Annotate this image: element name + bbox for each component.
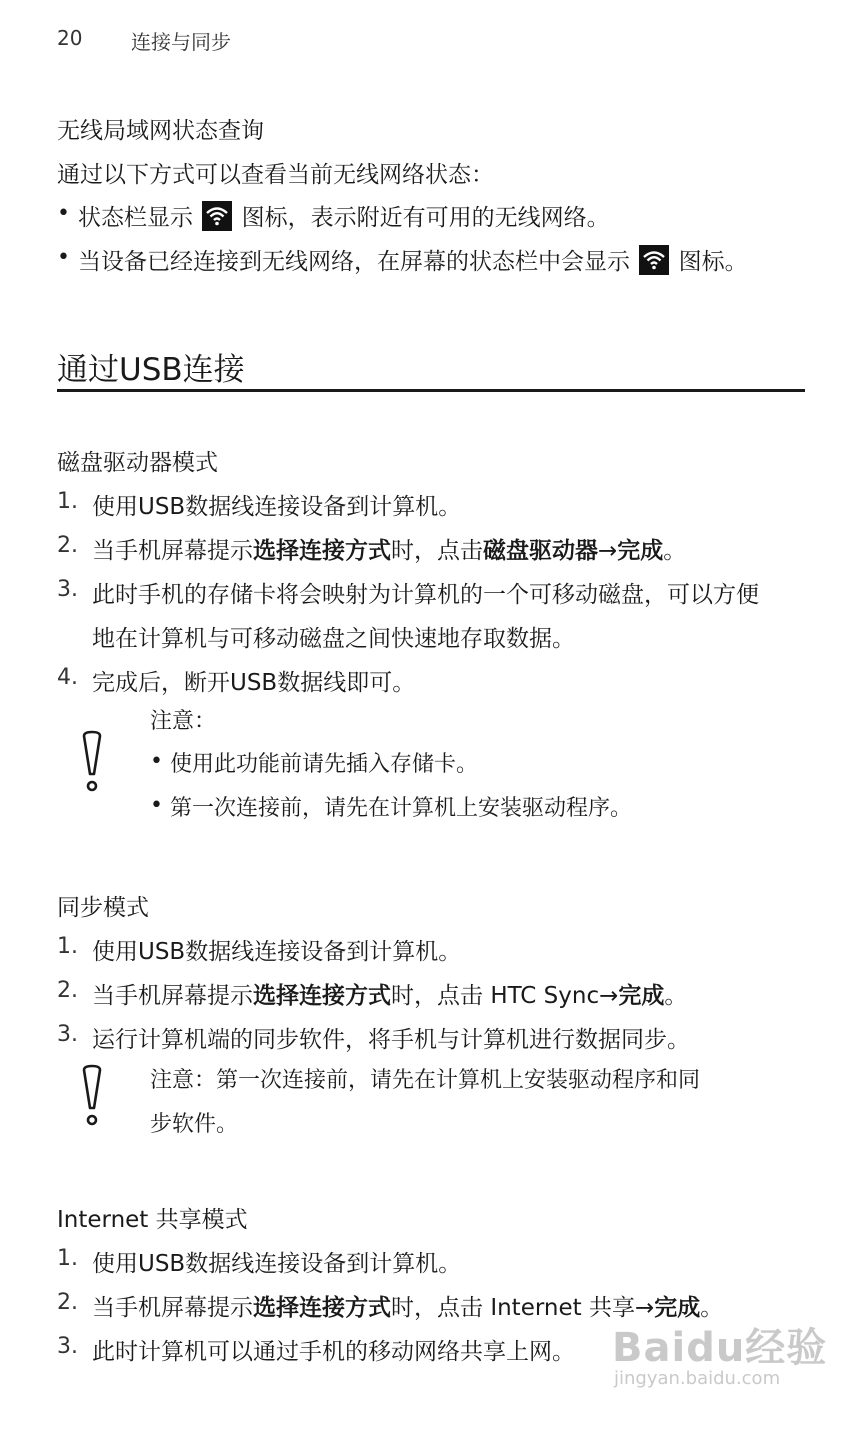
disk-step-4: 完成后，断开USB数据线即可。	[92, 670, 416, 696]
watermark-logo: Baidu经验	[612, 1325, 828, 1371]
chapter-title: 连接与同步	[131, 30, 231, 54]
disk-step-1: 使用USB数据线连接设备到计算机。	[92, 494, 462, 520]
page-number: 20	[57, 26, 83, 50]
step-number: 2.	[57, 1290, 78, 1315]
sync-step-2	[92, 977, 687, 1010]
step-number: 3.	[57, 577, 78, 602]
step-text: 。	[700, 1295, 724, 1321]
arrow: →	[634, 1295, 655, 1321]
ui-term: 完成	[617, 538, 664, 564]
step-number: 3.	[57, 1334, 78, 1359]
sync-mode-title: 同步模式	[57, 895, 149, 921]
sync-step-1: 使用USB数据线连接设备到计算机。	[92, 939, 462, 965]
usb-section-title: 通过USB连接	[57, 352, 245, 388]
disk-step-2	[92, 532, 686, 565]
step-text: 时，点击	[391, 983, 483, 1009]
step-text: 当手机屏幕提示	[92, 1295, 253, 1321]
disk-mode-title: 磁盘驱动器模式	[57, 450, 218, 476]
wlan-status-title: 无线局域网状态查询	[57, 118, 264, 144]
ui-term: 选择连接方式	[253, 983, 391, 1009]
arrow: →	[599, 983, 619, 1009]
wlan-bullet-2	[78, 243, 748, 276]
step-number: 4.	[57, 665, 78, 690]
disk-step-3-line-1: 此时手机的存储卡将会映射为计算机的一个可移动磁盘，可以方便	[92, 582, 759, 608]
internet-step-3: 此时计算机可以通过手机的移动网络共享上网。	[92, 1339, 575, 1365]
disk-note-bullet-2: 第一次连接前，请先在计算机上安装驱动程序。	[170, 796, 633, 821]
ui-term: 完成	[618, 983, 665, 1009]
step-number: 2.	[57, 978, 78, 1003]
disk-step-3-line-2: 地在计算机与可移动磁盘之间快速地存取数据。	[92, 626, 575, 652]
watermark-url: jingyan.baidu.com	[614, 1368, 781, 1389]
bullet: •	[150, 793, 163, 818]
disk-note-title: 注意：	[150, 709, 217, 734]
step-number: 2.	[57, 533, 78, 558]
ui-term: 完成	[654, 1295, 701, 1321]
step-text: 当手机屏幕提示	[92, 983, 253, 1009]
sync-note-line-1: 注意：第一次连接前，请先在计算机上安装驱动程序和同	[150, 1068, 701, 1093]
wifi-available-icon	[202, 201, 232, 231]
step-text: 时，点击	[391, 538, 483, 564]
bullet: •	[57, 201, 70, 226]
internet-mode-title: Internet 共享模式	[57, 1207, 248, 1233]
caution-icon	[80, 1064, 104, 1128]
bullet: •	[150, 749, 163, 774]
sync-note-line-2: 步软件。	[150, 1112, 239, 1137]
disk-note-bullet-1: 使用此功能前请先插入存储卡。	[170, 752, 479, 777]
ui-term: Internet 共享	[490, 1295, 635, 1321]
baidu-watermark	[612, 1316, 828, 1389]
wlan-bullet-1-text-b: 图标，表示附近有可用的无线网络。	[241, 205, 610, 231]
step-number: 1.	[57, 1246, 78, 1271]
sync-step-3: 运行计算机端的同步软件，将手机与计算机进行数据同步。	[92, 1027, 690, 1053]
ui-term: 选择连接方式	[253, 1295, 391, 1321]
internet-step-1: 使用USB数据线连接设备到计算机。	[92, 1251, 462, 1277]
ui-term: 选择连接方式	[253, 538, 391, 564]
wlan-bullet-1	[78, 199, 610, 232]
caution-icon	[80, 730, 104, 794]
step-number: 1.	[57, 934, 78, 959]
wifi-connected-icon	[639, 245, 669, 275]
wlan-bullet-2-text-b: 图标。	[678, 249, 748, 275]
step-number: 3.	[57, 1022, 78, 1047]
step-number: 1.	[57, 489, 78, 514]
section-divider	[57, 389, 805, 392]
step-text: 当手机屏幕提示	[92, 538, 253, 564]
arrow: →	[598, 538, 618, 564]
ui-term: HTC Sync	[490, 983, 600, 1009]
step-text: 。	[663, 538, 687, 564]
bullet: •	[57, 245, 70, 270]
wlan-bullet-1-text-a: 状态栏显示	[78, 205, 193, 231]
ui-term: 磁盘驱动器	[483, 538, 598, 564]
wlan-bullet-2-text-a: 当设备已经连接到无线网络，在屏幕的状态栏中会显示	[78, 249, 630, 275]
wlan-intro: 通过以下方式可以查看当前无线网络状态：	[57, 162, 494, 188]
step-text: 时，点击	[391, 1295, 483, 1321]
step-text: 。	[664, 983, 688, 1009]
